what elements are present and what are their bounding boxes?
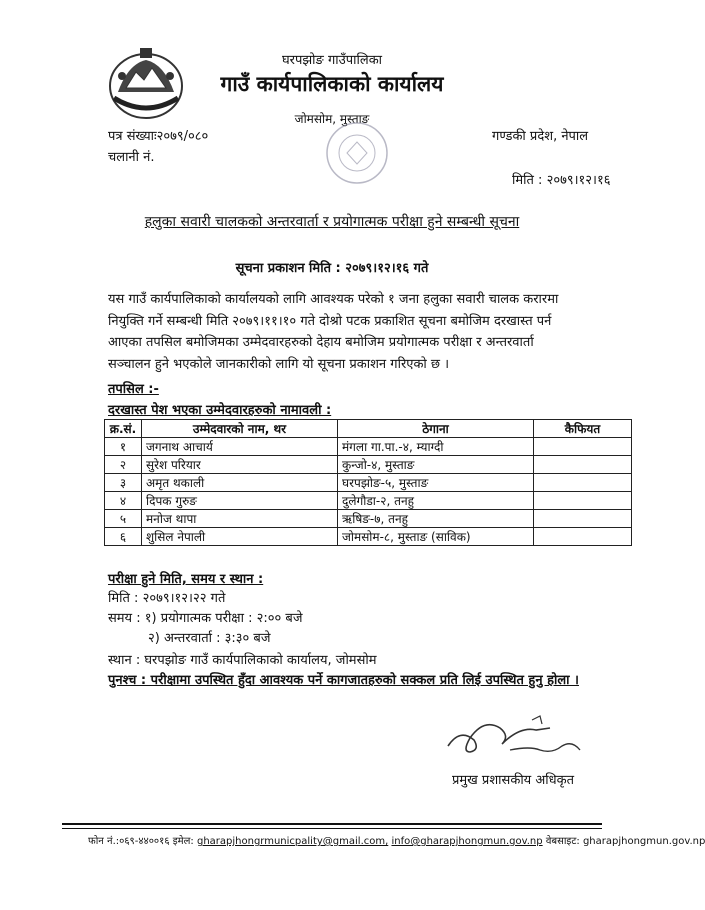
tapasil-label: तपसिल :- [108,382,159,397]
reference-number: पत्र संख्याः२०७९/०८० [108,129,209,144]
cell-name: अमृत थकाली [142,474,338,492]
body-line: सञ्चालन हुने भएकोले जानकारीको लागि यो सूचना प्रकाशन गरिएको छ । [108,356,450,372]
table-row [105,510,632,528]
cell-address: कुन्जो-४, मुस्ताङ [338,456,534,474]
notice-title: हलुका सवारी चालकको अन्तरवार्ता र प्रयोगात्मक परीक्षा हुने सम्बन्धी सूचना [144,214,520,230]
cell-serial: ४ [105,492,142,510]
dispatch-number: चलानी नं. [108,150,155,165]
exam-time-interview: २) अन्तरवार्ता : ३:३० बजे [148,631,271,646]
body-line: आएका तपसिल बमोजिमका उम्मेदवारहरुको देहाय बमोजिम प्रयोगात्मक परीक्षा र अन्तरवार्ता [108,335,534,350]
cell-name: दिपक गुरुङ [142,492,338,510]
postscript: पुनश्च : परीक्षामा उपस्थित हुँदा आवश्यक पर्ने कागजातहरुको सक्कल प्रति लिई उपस्थित हुनु होला । [108,673,579,688]
exam-time-practical: समय : १) प्रयोगात्मक परीक्षा : २:०० बजे [108,611,303,626]
table-row [105,438,632,456]
cell-remarks [534,528,632,546]
cell-serial: ६ [105,528,142,546]
footer-email-label: इमेल: [172,836,194,847]
footer-phone: फोन नं.:०६९-४४००१६ [88,836,170,847]
cell-serial: ५ [105,510,142,528]
letter-date: मिति : २०७९।१२।१६ [512,173,611,188]
cell-remarks [534,492,632,510]
table-header-row [105,420,632,438]
footer-website-label: वेबसाइट: [545,836,580,847]
footer-contact [88,833,705,847]
cell-remarks [534,456,632,474]
footer-divider [62,828,602,829]
body-line: नियुक्ति गर्ने सम्बन्धी मिति २०७९।११।१० गते दोश्रो पटक प्रकाशित सूचना बमोजिम दरखास्त पर्न [108,313,552,329]
footer-email-link[interactable]: info@gharapjhongmun.gov.np [391,836,543,847]
notice-body [108,289,618,375]
cell-address: ऋषिङ-७, तनहु [338,510,534,528]
office-address: जोमसोम, मुस्ताङ [294,112,370,126]
cell-name: जगनाथ आचार्य [142,438,338,456]
header-name: उम्मेदवारको नाम, थर [142,420,338,438]
header-remarks: कैफियत [534,420,632,438]
table-caption: दरखास्त पेश भएका उम्मेदवारहरुको नामावली : [108,403,332,418]
office-name: गाउँ कार्यपालिकाको कार्यालय [220,72,444,96]
cell-serial: २ [105,456,142,474]
table-row [105,456,632,474]
header-serial: क्र.सं. [105,420,142,438]
cell-serial: १ [105,438,142,456]
footer-divider [62,823,602,825]
table-row [105,528,632,546]
office-seal-icon [322,118,392,188]
candidate-table [104,419,632,546]
signature-icon [440,706,590,766]
cell-remarks [534,438,632,456]
cell-name: शुसिल नेपाली [142,528,338,546]
exam-place: स्थान : घरपझोङ गाउँ कार्यपालिकाको कार्यालय, जोमसोम [108,653,377,668]
cell-address: जोमसोम-८, मुस्ताङ (साविक) [338,528,534,546]
province-label: गण्डकी प्रदेश, नेपाल [492,129,589,144]
footer-email-link[interactable]: gharapjhongrmunicpality@gmail.com, [196,836,389,847]
cell-address: दुलेगौडा-२, तनहु [338,492,534,510]
body-line: यस गाउँ कार्यपालिकाको कार्यालयको लागि आवश्यक परेको १ जना हलुका सवारी चालक करारमा [108,292,559,307]
municipality-name: घरपझोङ गाउँपालिका [281,53,383,68]
publish-date: सूचना प्रकाशन मिति : २०७९।१२।१६ गते [235,261,429,276]
cell-address: मंगला गा.पा.-४, म्याग्दी [338,438,534,456]
table-row [105,492,632,510]
cell-serial: ३ [105,474,142,492]
exam-date: मिति : २०७९।१२।२२ गते [108,591,226,606]
header-address: ठेगाना [338,420,534,438]
exam-section-title: परीक्षा हुने मिति, समय र स्थान : [108,572,264,587]
signer-title: प्रमुख प्रशासकीय अधिकृत [452,773,575,788]
cell-address: घरपझोङ-५, मुस्ताङ [338,474,534,492]
cell-remarks [534,510,632,528]
footer-website-link[interactable]: gharapjhongmun.gov.np [582,836,705,847]
cell-remarks [534,474,632,492]
cell-name: मनोज थापा [142,510,338,528]
cell-name: सुरेश परियार [142,456,338,474]
table-row [105,474,632,492]
